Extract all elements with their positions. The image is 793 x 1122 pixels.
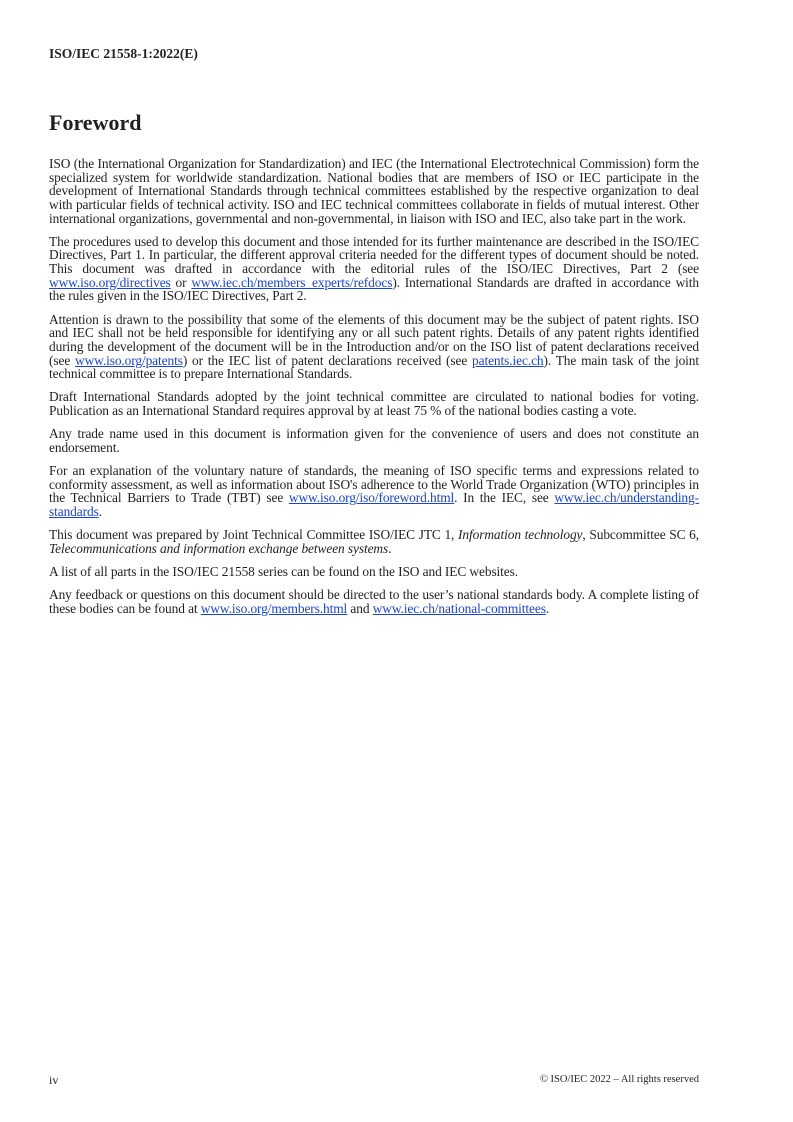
text-segment: , Subcommittee SC 6, xyxy=(582,527,700,543)
hyperlink[interactable]: www.iec.ch/national-committees xyxy=(372,600,546,616)
text-segment: or xyxy=(170,274,192,290)
text-segment: and xyxy=(347,600,373,616)
hyperlink[interactable]: www.iso.org/directives xyxy=(49,274,171,290)
text-segment: . xyxy=(98,503,102,519)
paragraph xyxy=(49,235,699,303)
hyperlink[interactable]: www.iec.ch/members_experts/refdocs xyxy=(191,274,393,290)
paragraph xyxy=(49,528,699,555)
foreword-body xyxy=(49,157,699,625)
document-id-header: ISO/IEC 21558-1:2022(E) xyxy=(49,46,198,61)
hyperlink[interactable]: www.iso.org/members.html xyxy=(200,600,348,616)
italic-text: Information technology xyxy=(458,527,583,543)
paragraph xyxy=(49,157,699,225)
hyperlink[interactable]: www.iec.ch/understanding-standards xyxy=(49,490,699,519)
paragraph xyxy=(49,427,699,454)
text-segment: . xyxy=(388,540,392,556)
text-segment: . In the IEC, see xyxy=(454,490,555,506)
hyperlink[interactable]: patents.iec.ch xyxy=(472,352,544,368)
text-segment: The procedures used to develop this document and those intended for its further maintenance are described in the ISO/IEC Directives, Part 1. In particular, the different approval criteria needed for the different types of document should be noted. This document was drafted in accordance with the editorial rules of the ISO/IEC Directives, Part 2 (see xyxy=(49,233,699,277)
copyright-notice: © ISO/IEC 2022 – All rights reserved xyxy=(539,1074,699,1085)
text-segment: This document was prepared by Joint Technical Committee ISO/IEC JTC 1, xyxy=(49,527,459,543)
paragraph xyxy=(49,313,699,381)
text-segment: Any trade name used in this document is information given for the convenience of users and does not constitute an endorsement. xyxy=(49,426,699,455)
hyperlink[interactable]: www.iso.org/iso/foreword.html xyxy=(288,490,455,506)
text-segment: ) or the IEC list of patent declarations received (see xyxy=(182,352,473,368)
paragraph xyxy=(49,390,699,417)
hyperlink[interactable]: www.iso.org/patents xyxy=(75,352,183,368)
text-segment: Attention is drawn to the possibility that some of the elements of this document may be the subject of patent rights. ISO and IEC shall not be held responsible for identifying any or all such patent rights. Details of any patent rights identified during the development of the document will be in the Introduction and/or on the ISO list of patent declarations received (see xyxy=(49,311,699,368)
section-title: Foreword xyxy=(49,110,142,135)
text-segment: Draft International Standards adopted by the joint technical committee are circulated to national bodies for voting. Publication as an International Standard requires approval by at least 75 % of the national bodies casting a vote. xyxy=(49,389,699,418)
text-segment: ISO (the International Organization for Standardization) and IEC (the International Electrotechnical Commission) form the specialized system for worldwide standardization. National bodies that are members of ISO or IEC participate in the development of International Standards through technical committees established by the respective organization to deal with particular fields of technical activity. ISO and IEC technical committees collaborate in fields of mutual interest. Other international organizations, governmental and non-governmental, in liaison with ISO and IEC, also take part in the work. xyxy=(49,156,699,226)
paragraph xyxy=(49,588,699,615)
paragraph xyxy=(49,464,699,519)
italic-text: Telecommunications and information exchange between systems xyxy=(49,540,389,556)
text-segment: . xyxy=(545,600,550,616)
text-segment: A list of all parts in the ISO/IEC 21558 series can be found on the ISO and IEC websites. xyxy=(49,563,518,579)
text-segment: For an explanation of the voluntary nature of standards, the meaning of ISO specific terms and expressions related to conformity assessment, as well as information about ISO's adherence to the World Trade Organization (WTO) principles in the Technical Barriers to Trade (TBT) see xyxy=(49,462,699,506)
text-segment: Any feedback or questions on this document should be directed to the user’s national standards body. A complete listing of these bodies can be found at xyxy=(49,587,699,616)
paragraph xyxy=(49,565,699,579)
page-number: iv xyxy=(49,1073,59,1087)
text-segment: ). International Standards are drafted in accordance with the rules given in the ISO/IEC Directives, Part 2. xyxy=(49,274,700,304)
text-segment: ). The main task of the joint technical committee is to prepare International Standards. xyxy=(49,352,700,382)
